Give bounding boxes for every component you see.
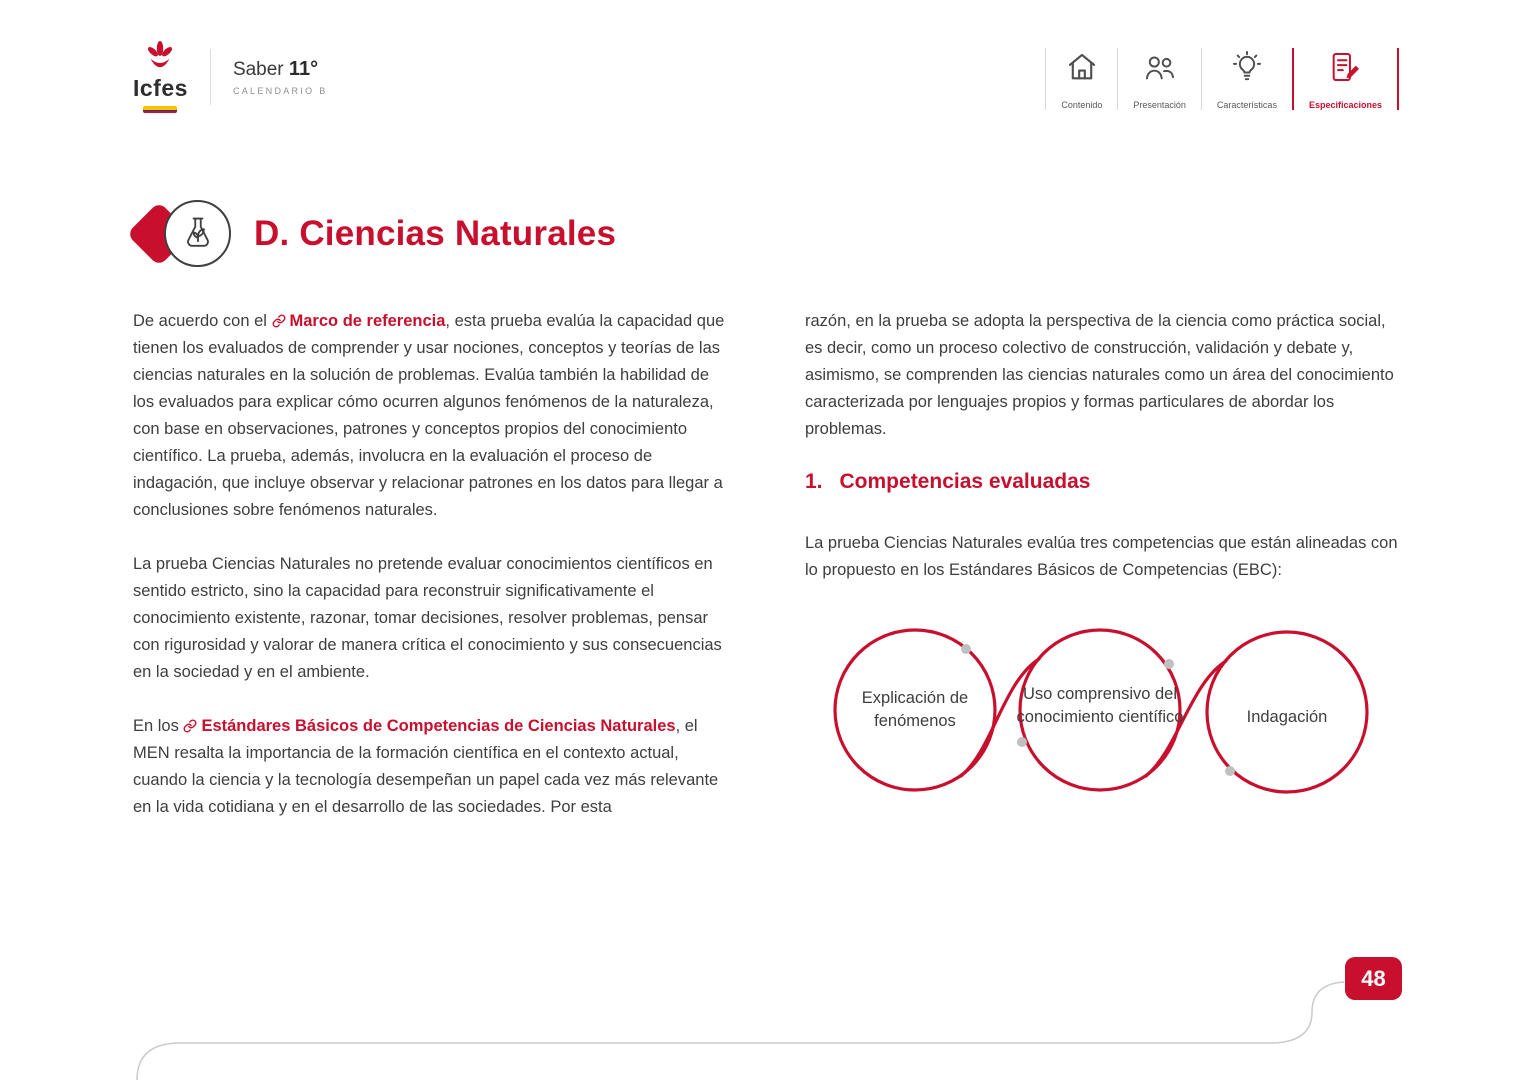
heading-label: Competencias evaluadas bbox=[839, 470, 1091, 493]
top-nav bbox=[1045, 48, 1399, 110]
brand-block bbox=[133, 40, 328, 113]
text-run: , el MEN resalta la importancia de la formación científica en el contexto actual, cuando la ciencia y la tecnología desempeñan un papel cada vez más relevante en la vida cotidiana y en el desarrollo de las sociedades. Por esta bbox=[133, 717, 719, 816]
nav-item-especificaciones[interactable] bbox=[1292, 48, 1399, 110]
link-icon bbox=[272, 314, 286, 328]
paragraph-4: razón, en la prueba se adopta la perspectiva de la ciencia como práctica social, es decir, como un proceso colectivo de construcción, validación y debate y, asimismo, se comprenden las ciencias naturales como un área del conocimiento caracterizada por lenguajes propios y formas particulares de abordar los problemas. bbox=[805, 312, 1394, 438]
competencias-diagram bbox=[812, 606, 1382, 841]
paragraph-2: La prueba Ciencias Naturales no pretende evaluar conocimientos científicos en sentido estricto, sino la capacidad para reconstruir significativamente el conocimiento existente, razonar, tomar decisiones, resolver problemas, pensar con rigurosidad y valorar de manera crítica el conocimiento y sus consecuencias en la sociedad y en el ambiente. bbox=[133, 555, 722, 681]
science-flask-badge bbox=[128, 194, 232, 274]
nav-item-caracteristicas[interactable] bbox=[1201, 48, 1292, 110]
paragraph-1 bbox=[133, 308, 726, 524]
brand-divider bbox=[210, 49, 211, 105]
product-block bbox=[233, 58, 328, 96]
icfes-logo-text: Icfes bbox=[133, 75, 188, 101]
spec-checklist-icon bbox=[1326, 48, 1364, 86]
home-icon bbox=[1063, 48, 1101, 86]
paragraph-5: La prueba Ciencias Naturales evalúa tres competencias que están alineadas con lo propuesto en los Estándares Básicos de Competencias (EBC): bbox=[805, 534, 1398, 579]
icfes-orchid-icon bbox=[144, 40, 176, 74]
left-column bbox=[133, 308, 726, 848]
paragraph-3 bbox=[133, 713, 726, 821]
nav-label-contenido: Contenido bbox=[1061, 100, 1103, 110]
heading-number: 1. bbox=[805, 470, 823, 493]
link-icon bbox=[183, 719, 197, 733]
product-title bbox=[233, 58, 328, 81]
nav-label-caracteristicas: Características bbox=[1216, 100, 1277, 110]
icfes-logo[interactable] bbox=[133, 40, 188, 113]
text-run: En los bbox=[133, 717, 184, 735]
page-number-badge: 48 bbox=[1345, 957, 1402, 1000]
text-run: , esta prueba evalúa la capacidad que tienen los evaluados de comprender y usar nociones, conceptos y teorías de las ciencias naturales en la solución de problemas. Evalúa también la habilidad de los evaluados para explicar cómo ocurren algunos fenómenos de la naturaleza, con base en observaciones, patrones y conceptos propios del conocimiento científico. La prueba, además, involucra en la evaluación el proceso de indagación, que incluye observar y relacionar patrones en los datos para llegar a conclusiones sobre fenómenos naturales. bbox=[133, 312, 725, 519]
text-run: De acuerdo con el bbox=[133, 312, 272, 330]
estandares-basicos-link[interactable] bbox=[183, 717, 675, 735]
product-name: Saber bbox=[232, 58, 284, 80]
node-explicacion-fenomenos: Explicación de fenómenos bbox=[861, 689, 969, 730]
competencias-evaluadas-heading bbox=[805, 470, 1398, 494]
link-text: Marco de referencia bbox=[289, 312, 446, 330]
nav-item-contenido[interactable] bbox=[1045, 48, 1117, 110]
nav-label-presentacion: Presentación bbox=[1133, 100, 1186, 110]
section-title: D. Ciencias Naturales bbox=[254, 214, 617, 253]
section-heading bbox=[128, 194, 616, 274]
marco-de-referencia-link[interactable] bbox=[272, 312, 446, 330]
lightbulb-icon bbox=[1228, 48, 1266, 86]
colombia-flag-icon bbox=[143, 106, 177, 113]
product-subtitle: CALENDARIO B bbox=[232, 85, 328, 96]
node-indagacion: Indagación bbox=[1246, 708, 1328, 726]
flask-icon bbox=[164, 200, 231, 267]
link-text: Estándares Básicos de Competencias de Ciencias Naturales bbox=[201, 717, 676, 735]
nav-label-especificaciones: Especificaciones bbox=[1308, 100, 1382, 110]
right-column bbox=[805, 308, 1398, 611]
nav-item-presentacion[interactable] bbox=[1117, 48, 1201, 110]
product-grade: 11° bbox=[288, 57, 319, 80]
node-uso-comprensivo: Uso comprensivo del conocimiento científico bbox=[1016, 685, 1184, 726]
people-icon bbox=[1141, 48, 1179, 86]
